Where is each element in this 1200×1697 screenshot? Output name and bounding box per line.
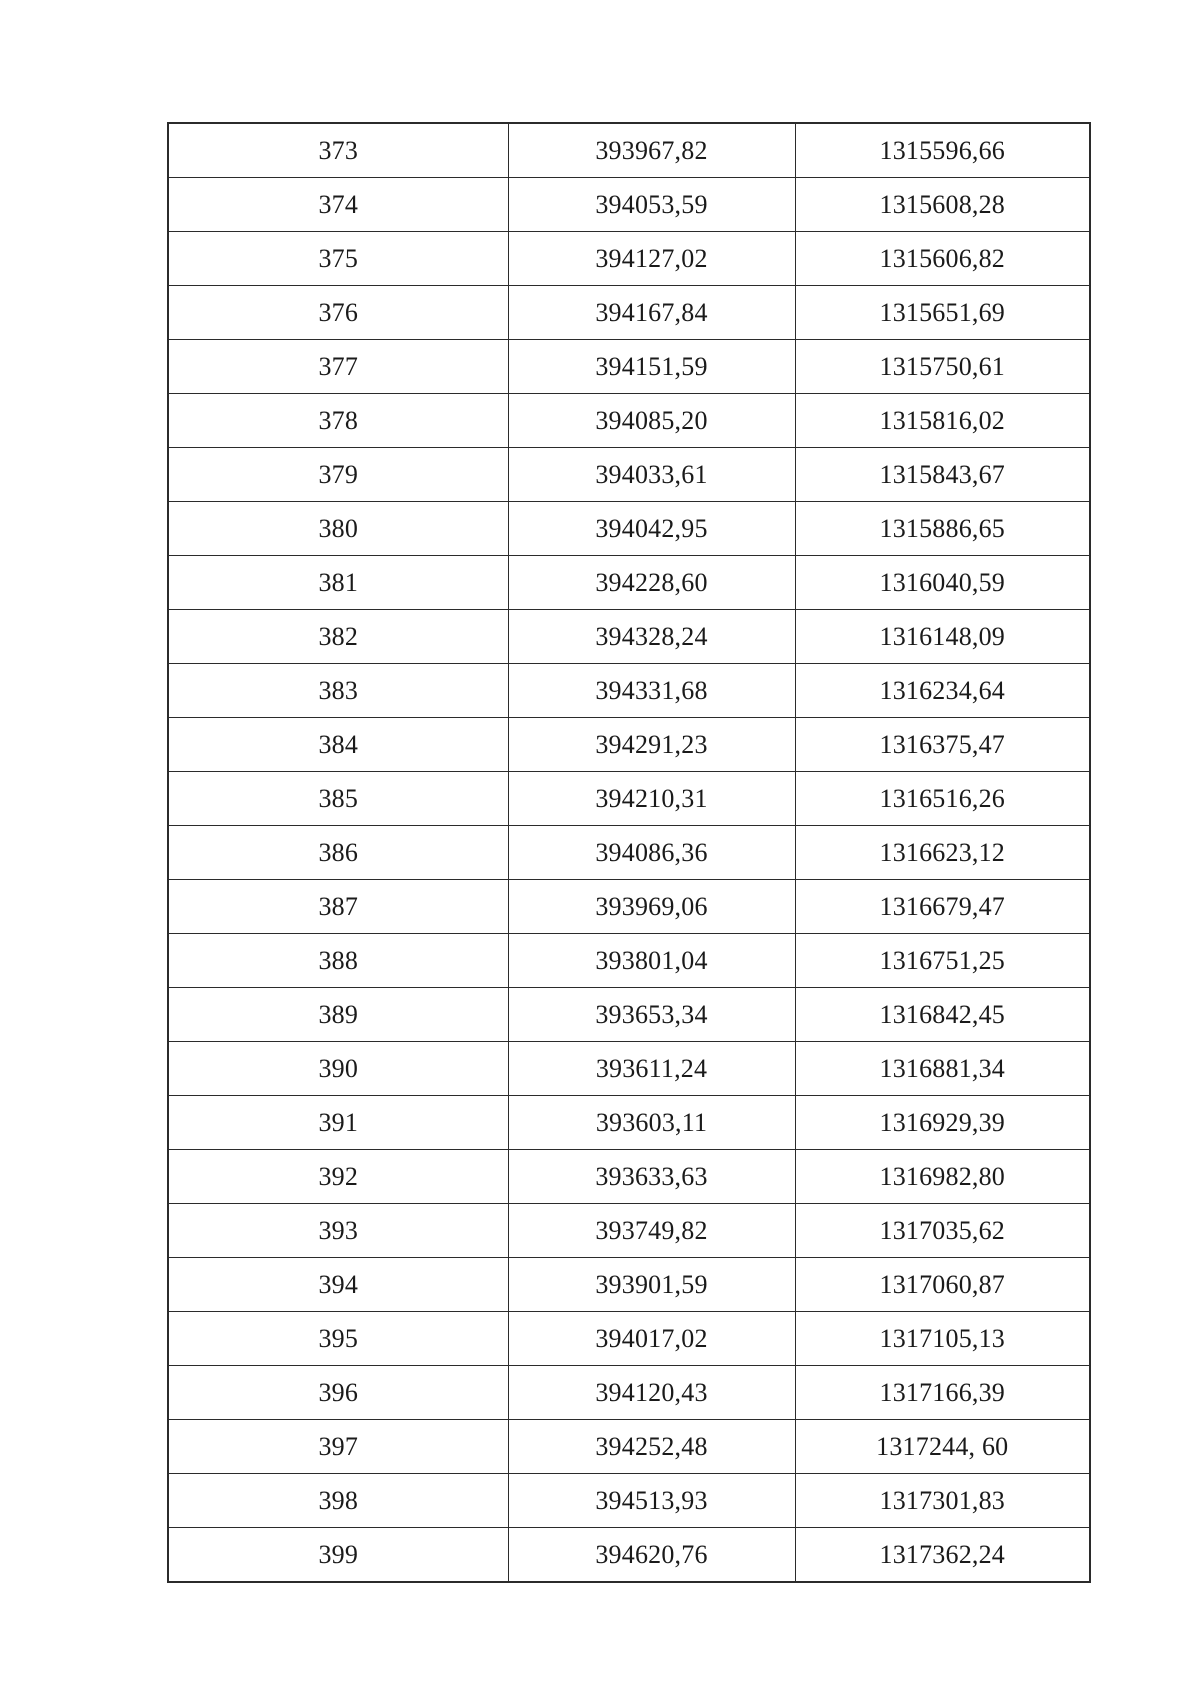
point-number-cell: 387	[168, 880, 508, 934]
point-number-cell: 398	[168, 1474, 508, 1528]
x-coordinate-cell: 394042,95	[508, 502, 795, 556]
table-row	[168, 664, 1090, 718]
table-row	[168, 502, 1090, 556]
y-coordinate-cell: 1316040,59	[795, 556, 1090, 610]
y-coordinate-cell: 1316148,09	[795, 610, 1090, 664]
table-row	[168, 718, 1090, 772]
point-number-cell: 394	[168, 1258, 508, 1312]
point-number-cell: 381	[168, 556, 508, 610]
x-coordinate-cell: 393801,04	[508, 934, 795, 988]
x-coordinate-cell: 394086,36	[508, 826, 795, 880]
y-coordinate-cell: 1315608,28	[795, 178, 1090, 232]
coordinates-table-body	[168, 123, 1090, 1582]
y-coordinate-cell: 1317244, 60	[795, 1420, 1090, 1474]
point-number-cell: 374	[168, 178, 508, 232]
x-coordinate-cell: 394033,61	[508, 448, 795, 502]
table-row	[168, 178, 1090, 232]
y-coordinate-cell: 1317060,87	[795, 1258, 1090, 1312]
point-number-cell: 377	[168, 340, 508, 394]
table-row	[168, 1204, 1090, 1258]
point-number-cell: 384	[168, 718, 508, 772]
x-coordinate-cell: 393611,24	[508, 1042, 795, 1096]
x-coordinate-cell: 394053,59	[508, 178, 795, 232]
point-number-cell: 390	[168, 1042, 508, 1096]
y-coordinate-cell: 1317105,13	[795, 1312, 1090, 1366]
y-coordinate-cell: 1316516,26	[795, 772, 1090, 826]
y-coordinate-cell: 1316375,47	[795, 718, 1090, 772]
y-coordinate-cell: 1315651,69	[795, 286, 1090, 340]
point-number-cell: 389	[168, 988, 508, 1042]
point-number-cell: 386	[168, 826, 508, 880]
table-row	[168, 448, 1090, 502]
table-row	[168, 1528, 1090, 1583]
y-coordinate-cell: 1315606,82	[795, 232, 1090, 286]
x-coordinate-cell: 394620,76	[508, 1528, 795, 1583]
table-row	[168, 1312, 1090, 1366]
y-coordinate-cell: 1315596,66	[795, 123, 1090, 178]
y-coordinate-cell: 1316234,64	[795, 664, 1090, 718]
table-row	[168, 934, 1090, 988]
y-coordinate-cell: 1317166,39	[795, 1366, 1090, 1420]
y-coordinate-cell: 1316929,39	[795, 1096, 1090, 1150]
y-coordinate-cell: 1316623,12	[795, 826, 1090, 880]
point-number-cell: 399	[168, 1528, 508, 1583]
point-number-cell: 392	[168, 1150, 508, 1204]
table-row	[168, 610, 1090, 664]
x-coordinate-cell: 393967,82	[508, 123, 795, 178]
table-row	[168, 286, 1090, 340]
table-row	[168, 988, 1090, 1042]
point-number-cell: 388	[168, 934, 508, 988]
x-coordinate-cell: 394085,20	[508, 394, 795, 448]
table-row	[168, 826, 1090, 880]
point-number-cell: 385	[168, 772, 508, 826]
table-row	[168, 1474, 1090, 1528]
point-number-cell: 375	[168, 232, 508, 286]
table-row	[168, 880, 1090, 934]
point-number-cell: 379	[168, 448, 508, 502]
y-coordinate-cell: 1316881,34	[795, 1042, 1090, 1096]
y-coordinate-cell: 1315886,65	[795, 502, 1090, 556]
y-coordinate-cell: 1315816,02	[795, 394, 1090, 448]
x-coordinate-cell: 394331,68	[508, 664, 795, 718]
coordinates-table	[167, 122, 1091, 1583]
x-coordinate-cell: 394210,31	[508, 772, 795, 826]
x-coordinate-cell: 394167,84	[508, 286, 795, 340]
x-coordinate-cell: 394252,48	[508, 1420, 795, 1474]
point-number-cell: 376	[168, 286, 508, 340]
x-coordinate-cell: 393653,34	[508, 988, 795, 1042]
table-row	[168, 772, 1090, 826]
x-coordinate-cell: 394017,02	[508, 1312, 795, 1366]
table-row	[168, 232, 1090, 286]
table-row	[168, 1150, 1090, 1204]
table-row	[168, 340, 1090, 394]
x-coordinate-cell: 393603,11	[508, 1096, 795, 1150]
table-row	[168, 1258, 1090, 1312]
y-coordinate-cell: 1316679,47	[795, 880, 1090, 934]
y-coordinate-cell: 1316842,45	[795, 988, 1090, 1042]
table-row	[168, 556, 1090, 610]
x-coordinate-cell: 394151,59	[508, 340, 795, 394]
x-coordinate-cell: 394513,93	[508, 1474, 795, 1528]
table-row	[168, 1042, 1090, 1096]
x-coordinate-cell: 393901,59	[508, 1258, 795, 1312]
point-number-cell: 373	[168, 123, 508, 178]
x-coordinate-cell: 393633,63	[508, 1150, 795, 1204]
y-coordinate-cell: 1317301,83	[795, 1474, 1090, 1528]
x-coordinate-cell: 394120,43	[508, 1366, 795, 1420]
table-row	[168, 1366, 1090, 1420]
table-row	[168, 123, 1090, 178]
point-number-cell: 383	[168, 664, 508, 718]
point-number-cell: 393	[168, 1204, 508, 1258]
point-number-cell: 395	[168, 1312, 508, 1366]
point-number-cell: 397	[168, 1420, 508, 1474]
y-coordinate-cell: 1317362,24	[795, 1528, 1090, 1583]
y-coordinate-cell: 1315750,61	[795, 340, 1090, 394]
x-coordinate-cell: 393749,82	[508, 1204, 795, 1258]
y-coordinate-cell: 1317035,62	[795, 1204, 1090, 1258]
x-coordinate-cell: 394228,60	[508, 556, 795, 610]
point-number-cell: 378	[168, 394, 508, 448]
point-number-cell: 396	[168, 1366, 508, 1420]
x-coordinate-cell: 394291,23	[508, 718, 795, 772]
x-coordinate-cell: 393969,06	[508, 880, 795, 934]
point-number-cell: 391	[168, 1096, 508, 1150]
y-coordinate-cell: 1316751,25	[795, 934, 1090, 988]
y-coordinate-cell: 1315843,67	[795, 448, 1090, 502]
table-row	[168, 394, 1090, 448]
y-coordinate-cell: 1316982,80	[795, 1150, 1090, 1204]
point-number-cell: 382	[168, 610, 508, 664]
table-row	[168, 1420, 1090, 1474]
point-number-cell: 380	[168, 502, 508, 556]
x-coordinate-cell: 394127,02	[508, 232, 795, 286]
x-coordinate-cell: 394328,24	[508, 610, 795, 664]
table-row	[168, 1096, 1090, 1150]
